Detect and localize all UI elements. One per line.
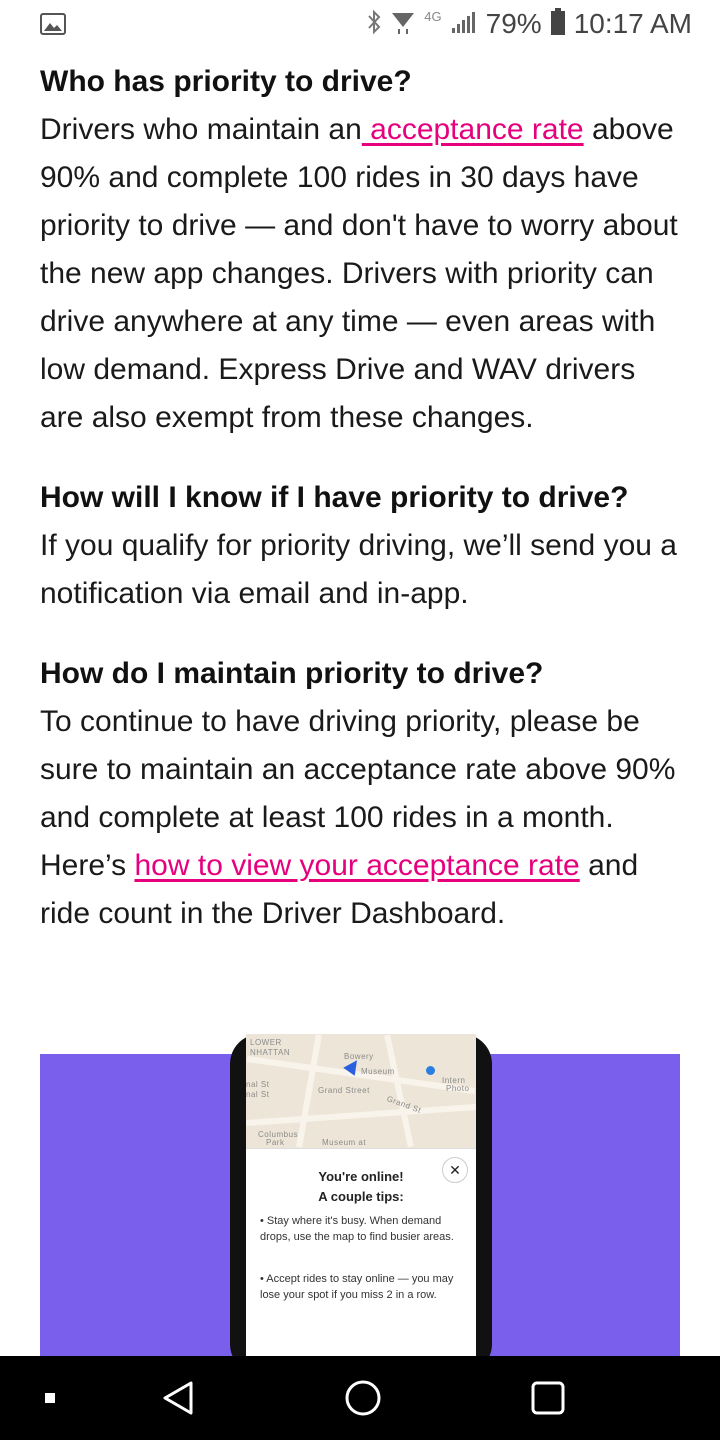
- map-label: Museum at: [322, 1138, 367, 1147]
- acceptance-rate-link[interactable]: acceptance rate: [361, 113, 584, 146]
- faq-question: How do I maintain priority to drive?: [40, 657, 544, 690]
- recents-button[interactable]: [518, 1356, 578, 1440]
- map-label: Intern: [442, 1076, 466, 1085]
- map-label: Grand Street: [318, 1086, 370, 1095]
- image-notification-icon: [40, 13, 66, 40]
- map-label: nal St: [246, 1080, 270, 1089]
- map-label: LOWER: [250, 1038, 282, 1047]
- map-label: Grand St: [385, 1094, 423, 1115]
- faq-answer: If you qualify for priority driving, we’ll send you a notification via email and in-app.: [40, 529, 677, 610]
- answer-text: above 90% and complete 100 rides in 30 days have priority to drive — and don't have to worry about the new app changes. Drivers with priority can drive anywhere at any time — even areas with low demand. Express Drive and WAV drivers are also exempt from these changes.: [40, 113, 678, 434]
- faq-question: Who has priority to drive?: [40, 65, 412, 98]
- wifi-data-icon: [390, 9, 416, 40]
- map-label: NHATTAN: [250, 1048, 291, 1057]
- faq-section-notification: [40, 474, 685, 618]
- article-body: [40, 58, 685, 970]
- card-title-line: You're online!: [318, 1169, 404, 1184]
- map-label: Photo: [446, 1084, 470, 1093]
- recents-icon: [530, 1380, 566, 1416]
- promo-image: [40, 1038, 680, 1356]
- back-icon: [161, 1380, 195, 1416]
- map-pin-icon: [426, 1066, 435, 1075]
- phone-mockup: [230, 1034, 492, 1374]
- network-type: 4G: [424, 8, 442, 24]
- phone-screen: [246, 1034, 476, 1364]
- system-nav-bar: [0, 1356, 720, 1440]
- battery-icon: [550, 8, 566, 41]
- notification-dot-icon: [30, 1356, 70, 1440]
- map-label: Park: [266, 1138, 285, 1147]
- signal-icon: [450, 9, 478, 40]
- card-title: [246, 1167, 476, 1207]
- faq-section-maintain: [40, 650, 685, 938]
- bluetooth-icon: [366, 9, 382, 40]
- clock: 10:17 AM: [573, 8, 692, 39]
- home-icon: [344, 1379, 382, 1417]
- battery-percent: 79%: [485, 8, 542, 39]
- tip-accept: • Accept rides to stay online — you may lose your spot if you miss 2 in a row.: [260, 1273, 454, 1301]
- online-tips-card: [246, 1148, 476, 1364]
- answer-text: To continue to have driving priority, please be sure to maintain an acceptance rate above 90% and complete at least 100 rides in a month. Here’s: [40, 705, 676, 882]
- tip-busy: • Stay where it's busy. When demand drops, use the map to find busier areas.: [260, 1215, 454, 1243]
- faq-section-priority: [40, 58, 685, 442]
- card-title-line: A couple tips:: [318, 1189, 404, 1204]
- map: [246, 1034, 476, 1148]
- answer-text: and ride count in the Driver Dashboard.: [40, 849, 639, 930]
- close-icon: ✕: [442, 1157, 468, 1183]
- faq-question: How will I know if I have priority to drive?: [40, 481, 629, 514]
- map-label: Bowery: [344, 1052, 374, 1061]
- faq-answer: [40, 106, 685, 442]
- map-label: nal St: [246, 1090, 270, 1099]
- answer-text: Drivers who maintain an: [40, 113, 362, 146]
- home-button[interactable]: [333, 1356, 393, 1440]
- faq-answer: [40, 698, 685, 938]
- map-label: Columbus: [258, 1130, 299, 1139]
- status-bar: [0, 0, 720, 48]
- view-acceptance-rate-link[interactable]: how to view your acceptance rate: [134, 849, 580, 882]
- map-label: Museum: [361, 1067, 395, 1076]
- back-button[interactable]: [148, 1356, 208, 1440]
